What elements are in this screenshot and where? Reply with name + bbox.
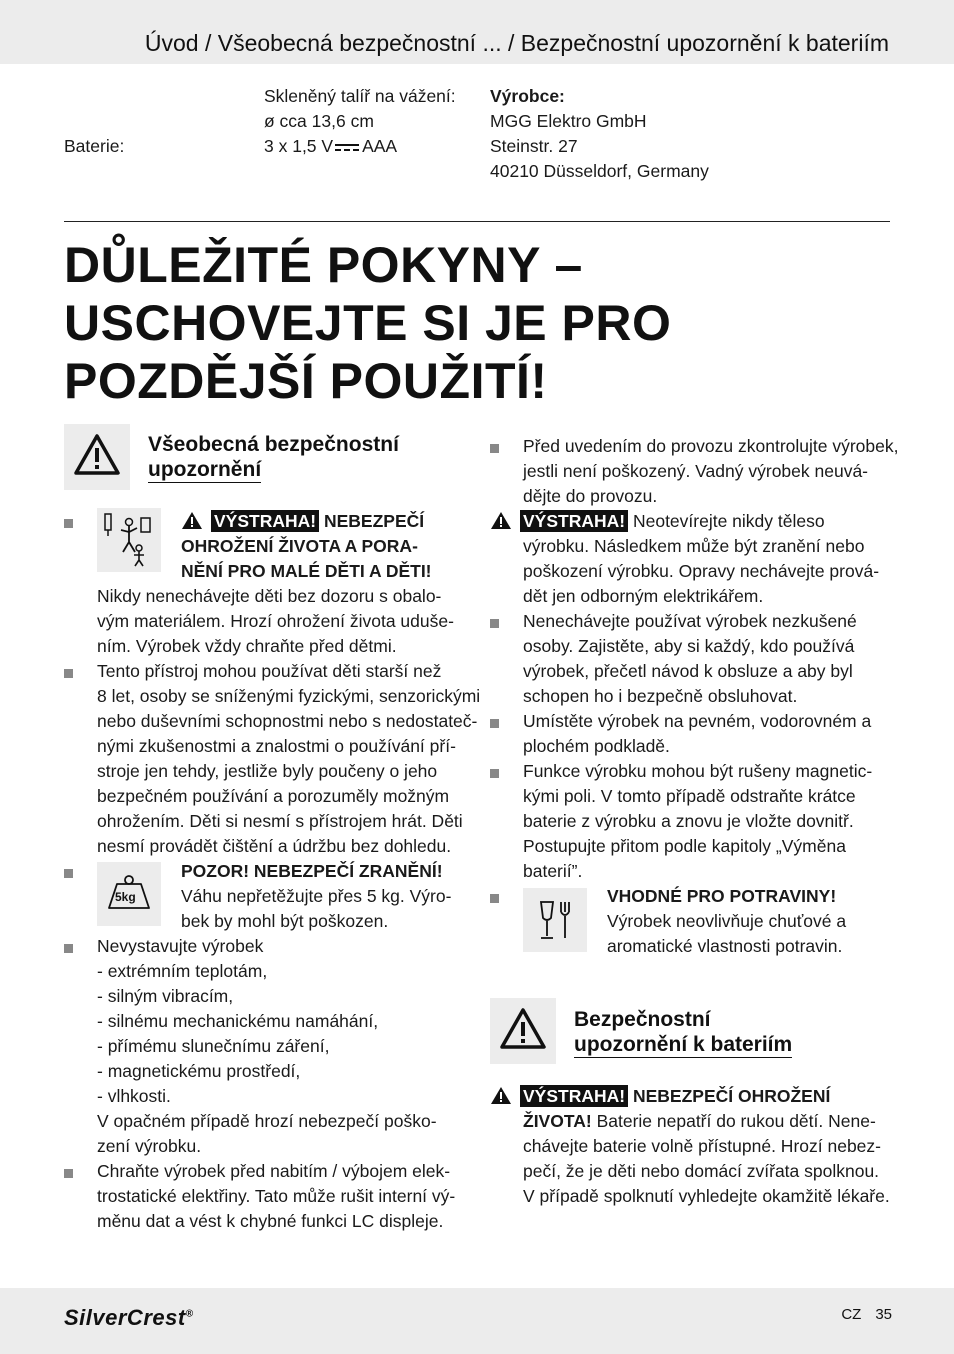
child-danger-icon [97,508,161,572]
bullet [64,869,73,878]
body-text: Před uvedením do provozu zkontrolujte výrobek, [523,436,899,456]
body-text: Výrobek neovlivňuje chuťové a [607,911,847,931]
page-number: 35 [875,1306,892,1323]
warning-heading [490,1084,830,1109]
main-title [64,236,671,410]
body-text: Nenechávejte používat výrobek nezkušené [523,611,857,631]
body-text: výrobek, přečetl návod k obsluze a aby byl [523,661,853,681]
bullet [490,619,499,628]
manufacturer-name: MGG Elektro GmbH [490,111,647,131]
manufacturer-street: Steinstr. 27 [490,136,578,156]
bullet [64,519,73,528]
bullet [490,769,499,778]
body-text: Tento přístroj mohou používat děti starší než [97,661,442,681]
spec-plate-value: ø cca 13,6 cm [264,111,374,131]
list-item: - silnému mechanickému namáhání, [97,1011,379,1031]
body-text: pečí, že je děti nebo domácí zvířata spolknou. [523,1161,880,1181]
section-title-line: Bezpečnostní [574,1008,711,1031]
main-title-line: DŮLEŽITÉ POKYNY – [64,237,583,293]
list-item: - přímému slunečnímu záření, [97,1036,330,1056]
bullet [64,1169,73,1178]
warning-heading-text: NEBEZPEČÍ [323,511,425,531]
page-info [827,1306,892,1323]
body-text: Nevystavujte výrobek [97,936,264,956]
body-text: aromatické vlastnosti potravin. [607,936,843,956]
warning-section-icon [64,424,130,490]
warning-section-icon [490,998,556,1064]
warning-triangle-icon [181,511,203,530]
bullet [490,444,499,453]
body-text: Chraňte výrobek před nabitím / výbojem elek- [97,1161,451,1181]
warning-heading [181,509,424,534]
body-text: dět jen odborným elektrikářem. [523,586,764,606]
body-text: plochém podkladě. [523,736,670,756]
body-text: 8 let, osoby se sníženými fyzickými, senzorickými [97,686,481,706]
body-text: jestli není poškozený. Vadný výrobek neuvá- [523,461,869,481]
section-title-line: upozornění k bateriím [574,1033,793,1056]
body-text: chávejte baterie volně přístupné. Hrozí nebez- [523,1136,881,1156]
body-text: bezpečném používání a porozuměly možným [97,786,450,806]
body-text: baterií”. [523,861,583,881]
warning-label: VÝSTRAHA! [211,510,319,532]
warning-line [523,1109,876,1134]
warning-heading-text: NĚNÍ PRO MALÉ DĚTI A DĚTI! [181,561,432,581]
body-text: Funkce výrobku mohou být rušeny magnetic- [523,761,873,781]
body-text: nesmí provádět čištění a údržbu bez dohledu. [97,836,452,856]
list-item: - silným vibracím, [97,986,234,1006]
warning-triangle-icon [490,1086,512,1105]
list-item: - magnetickému prostředí, [97,1061,301,1081]
body-text: výrobku. Následkem může být zranění nebo [523,536,865,556]
list-item: - extrémním teplotám, [97,961,268,981]
body-text: nebo duševními schopnostmi nebo s nedostateč- [97,711,478,731]
body-text: trostatické elektřiny. Tato může rušit interní vý- [97,1186,456,1206]
spec-plate-label: Skleněný talíř na vážení: [264,86,456,106]
manufacturer-label: Výrobce: [490,86,565,106]
body-text: Neotevírejte nikdy těleso [632,511,825,531]
body-text: baterie z výrobku a znovu je vložte dovnitř. [523,811,854,831]
section-title-line: upozornění [148,458,262,481]
bullet [64,944,73,953]
body-text: měnu dat a vést k chybné funkci LC displeje. [97,1211,444,1231]
section-title-line: Všeobecná bezpečnostní [148,433,399,456]
body-text: vým materiálem. Hrozí ohrožení života uduše- [97,611,454,631]
body-text: nými zkušenostmi a znalostmi o používání pří- [97,736,456,756]
divider [64,221,890,222]
body-text: schopen ho i bezpečně obsluhovat. [523,686,798,706]
food-safe-icon [523,888,587,952]
section-title-general-safety [148,432,399,483]
warning-heading-text: NEBEZPEČÍ OHROŽENÍ [632,1086,831,1106]
body-text: Nikdy nenechávejte děti bez dozoru s obalo- [97,586,442,606]
body-text: ohrožením. Děti si nesmí s přístrojem hrát. Děti [97,811,463,831]
weight-limit-icon [97,862,161,926]
body-text: ním. Výrobek vždy chraňte před dětmi. [97,636,397,656]
battery-type: AAA [362,136,398,156]
spec-battery-value [264,134,397,159]
bullet [490,719,499,728]
warning-heading-text: OHROŽENÍ ŽIVOTA A PORA- [181,536,418,556]
brand-logo: SilverCrest® [64,1305,194,1330]
body-text: Postupujte přitom podle kapitoly „Výměna [523,836,846,856]
dc-symbol-icon [335,142,359,152]
body-text: Umístěte výrobek na pevném, vodorovném a [523,711,872,731]
body-text: dějte do provozu. [523,486,658,506]
warning-label: VÝSTRAHA! [520,510,628,532]
section-title-battery-safety [574,1007,792,1058]
battery-voltage: 3 x 1,5 V [264,136,334,156]
weight-icon-label: 5kg [115,890,136,904]
bullet [490,894,499,903]
body-text: bek by mohl být poškozen. [181,911,389,931]
main-title-line: POZDĚJŠÍ POUŽITÍ! [64,353,548,409]
body-text: V opačném případě hrozí nebezpečí poško- [97,1111,437,1131]
body-text: Váhu nepřetěžujte přes 5 kg. Výro- [181,886,452,906]
body-text: poškození výrobku. Opravy nechávejte prová- [523,561,880,581]
brand-logo-text: SilverCrest [64,1305,186,1330]
warning-heading [490,509,825,534]
warning-heading-text: ŽIVOTA! [523,1111,592,1131]
warning-heading-text: POZOR! NEBEZPEČÍ ZRANĚNÍ! [181,861,443,881]
bullet [64,669,73,678]
main-title-line: USCHOVEJTE SI JE PRO [64,295,672,351]
body-text: stroje jen tehdy, jestliže byly poučeny o jeho [97,761,438,781]
warning-triangle-icon [490,511,512,530]
body-text: Baterie nepatří do rukou dětí. Nene- [596,1111,876,1131]
food-safe-heading: VHODNÉ PRO POTRAVINY! [607,886,837,906]
list-item: - vlhkosti. [97,1086,171,1106]
spec-battery-label: Baterie: [64,136,125,156]
language-code: CZ [841,1306,862,1323]
body-text: zení výrobku. [97,1136,202,1156]
body-text: V případě spolknutí vyhledejte okamžitě lékaře. [523,1186,890,1206]
page-header-title: Úvod / Všeobecná bezpečnostní ... / Bezpečnostní upozornění k bateriím [144,30,889,56]
body-text: osoby. Zajistěte, aby si každý, kdo používá [523,636,855,656]
manufacturer-city: 40210 Düsseldorf, Germany [490,161,709,181]
warning-label: VÝSTRAHA! [520,1085,628,1107]
body-text: kými poli. V tomto případě odstraňte krátce [523,786,856,806]
